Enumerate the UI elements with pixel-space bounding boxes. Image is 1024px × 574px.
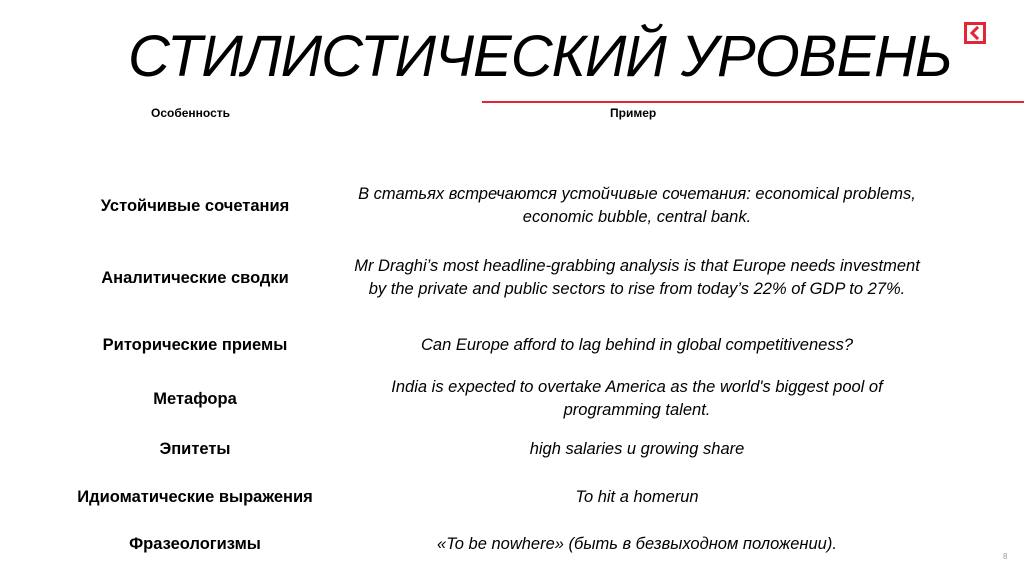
example-text: high salaries u growing share bbox=[529, 439, 745, 458]
feature-cell: Фразеологизмы bbox=[129, 535, 261, 553]
feature-cell: Устойчивые сочетания bbox=[100, 197, 290, 215]
example-text: В статьях встречаются устойчивые сочетания: economical problems, economic bubble, central bank. bbox=[358, 185, 916, 226]
example-cell bbox=[340, 328, 934, 362]
table-row bbox=[0, 435, 1024, 463]
feature-cell: Эпитеты bbox=[159, 440, 231, 458]
example-cell bbox=[340, 530, 934, 558]
column-header-feature: Особенность bbox=[151, 106, 231, 120]
example-cell bbox=[340, 435, 934, 463]
feature-cell: Идиоматические выражения bbox=[77, 488, 313, 506]
example-text: Mr Draghi’s most headline-grabbing analysis is that Europe needs investment by the private and public sectors to rise from today’s 22% of GDP to 27%. bbox=[354, 257, 920, 298]
example-cell bbox=[340, 240, 934, 316]
example-cell bbox=[340, 483, 934, 511]
example-text: India is expected to overtake America as the world's biggest pool of programming talent. bbox=[391, 378, 883, 419]
slide-title: СТИЛИСТИЧЕСКИЙ УРОВЕНЬ bbox=[128, 24, 952, 89]
feature-cell: Риторические приемы bbox=[102, 336, 288, 354]
example-text: To hit a homerun bbox=[575, 487, 699, 506]
column-header-example: Пример bbox=[610, 106, 657, 120]
table-row bbox=[0, 168, 1024, 244]
table-row bbox=[0, 530, 1024, 558]
page-number: 8 bbox=[1003, 552, 1008, 561]
title-underline bbox=[482, 101, 1024, 103]
example-cell bbox=[340, 168, 934, 244]
table-row bbox=[0, 374, 1024, 424]
table-row bbox=[0, 240, 1024, 316]
feature-cell: Аналитические сводки bbox=[101, 269, 289, 287]
example-text: «To be nowhere» (быть в безвыходном положении). bbox=[437, 534, 837, 553]
feature-cell: Метафора bbox=[153, 390, 237, 408]
table-row bbox=[0, 483, 1024, 511]
example-text: Can Europe afford to lag behind in global competitiveness? bbox=[420, 335, 854, 354]
left-arrow-in-square-icon bbox=[964, 22, 986, 44]
table-row bbox=[0, 328, 1024, 362]
example-cell bbox=[340, 374, 934, 424]
